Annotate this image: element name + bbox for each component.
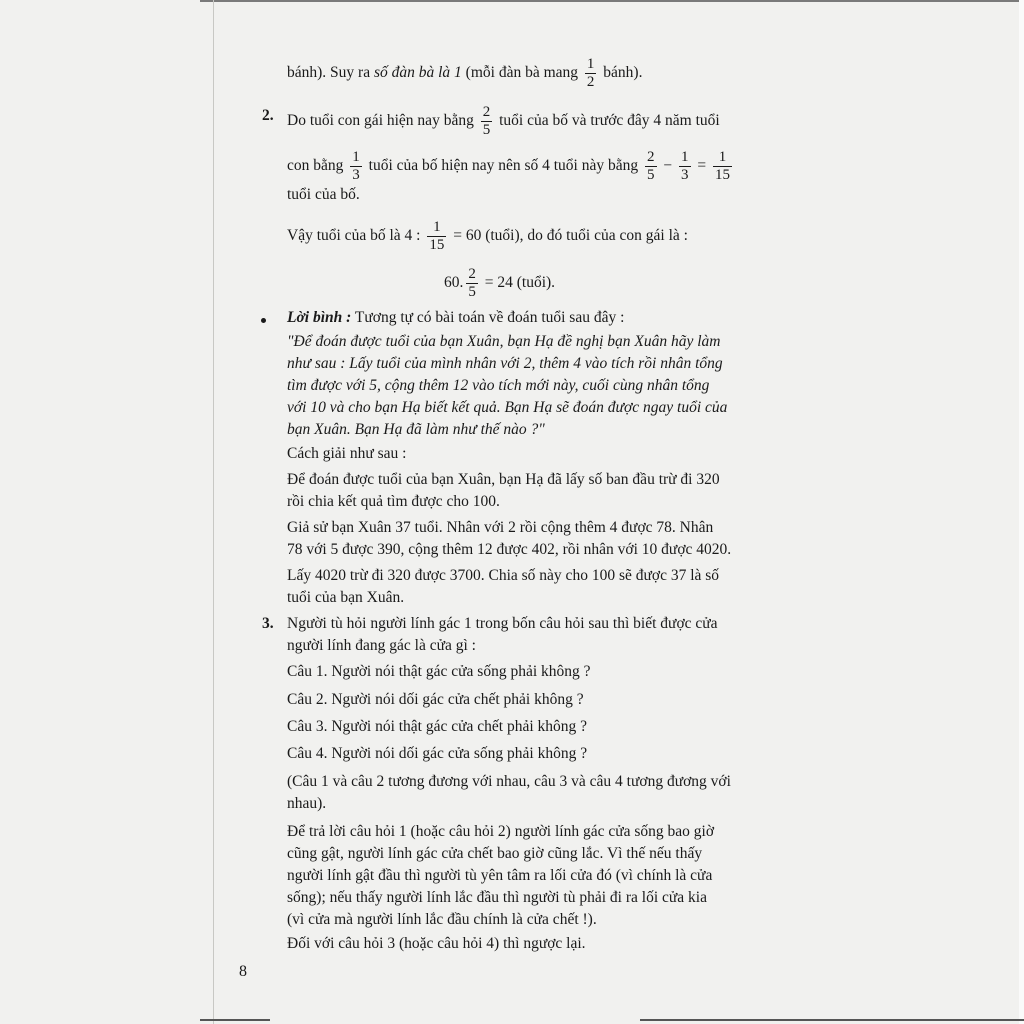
solution-line: Lấy 4020 trừ đi 320 được 3700. Chia số này cho 100 sẽ được 37 là số [287,567,720,584]
fraction: $\frac{1}{2}$ [586,56,595,90]
question-4: Câu 4. Người nói dối gác cửa sống phải không ? [287,745,588,762]
comment-quote-5: bạn Xuân. Bạn Hạ đã làm như thế nào ?" [287,421,545,438]
text: bánh). [599,64,643,82]
p3-answer: (vì cửa mà người lính lắc đầu chính là cửa chết !). [287,911,597,928]
solution-line: tuổi của bạn Xuân. [287,589,405,606]
p3-answer: cũng gật, người lính gác cửa chết bao giờ cũng lắc. Vì thế nếu thấy [287,845,703,862]
page-left-edge [213,0,214,1024]
page-top-edge [200,0,1024,2]
solution-heading: Cách giải như sau : [287,445,407,462]
p3-answer: sống); nếu thấy người lính lắc đầu thì người tù phải đi ra lối cửa kia [287,889,707,906]
p2-line-1: Do tuổi con gái hiện nay bằng $\frac{2}{5}$ tuổi của bố và trước đây 4 năm tuổi [287,104,720,138]
p2-line-2: con bằng $\frac{1}{3}$ tuổi của bố hiện nay nên số 4 tuổi này bằng $\frac{2}{5}$ − $\frac{1}{3}$ = $\frac{1}{15}$ [287,149,730,183]
fraction: $\frac{1}{15}$ [715,149,730,183]
comment-quote-2: như sau : Lấy tuổi của mình nhân với 2, thêm 4 vào tích rồi nhân tổng [287,355,723,372]
text: (mỗi đàn bà mang [461,64,582,82]
comment-intro: Lời bình : Tương tự có bài toán về đoán tuổi sau đây : [287,309,625,326]
solution-line: 78 với 5 được 390, cộng thêm 12 được 402, rồi nhân với 10 được 4020. [287,541,732,558]
fraction: $\frac{2}{5}$ [468,266,476,300]
fraction: $\frac{1}{3}$ [352,149,360,183]
p3-line: người lính đang gác là cửa gì : [287,637,476,654]
p3-answer: Để trả lời câu hỏi 1 (hoặc câu hỏi 2) người lính gác cửa sống bao giờ [287,823,715,840]
p3-line: Người tù hỏi người lính gác 1 trong bốn câu hỏi sau thì biết được cửa [287,615,718,632]
p3-note: nhau). [287,795,327,812]
solution-line: Giả sử bạn Xuân 37 tuổi. Nhân với 2 rồi cộng thêm 4 được 78. Nhân [287,519,714,536]
solution-line: rồi chia kết quả tìm được cho 100. [287,493,500,510]
page-number: 8 [239,963,247,980]
text: bánh). Suy ra [287,64,374,82]
comment-label: Lời bình : [287,309,352,326]
fraction: $\frac{2}{5}$ [647,149,655,183]
problem-number-2: 2. [262,107,274,124]
p2-line-3: tuổi của bố. [287,186,360,203]
fraction: $\frac{2}{5}$ [482,104,491,138]
page-right-edge [1019,0,1024,1024]
question-1: Câu 1. Người nói thật gác cửa sống phải không ? [287,663,591,680]
p2-line-4: Vậy tuổi của bố là 4 : $\frac{1}{15}$ = 60 (tuổi), do đó tuổi của con gái là : [287,219,688,253]
comment-quote-1: "Để đoán được tuổi của bạn Xuân, bạn Hạ đề nghị bạn Xuân hãy làm [287,333,721,350]
p2-line-5: 60. $\frac{2}{5}$ = 24 (tuổi). [444,266,556,300]
bullet-icon [261,318,266,323]
p3-answer: người lính gật đầu thì người tù yên tâm ra lối cửa đó (vì chính là cửa [287,867,713,884]
fraction: $\frac{1}{3}$ [681,149,689,183]
question-3: Câu 3. Người nói thật gác cửa chết phải không ? [287,718,588,735]
comment-quote-3: tìm được với 5, cộng thêm 12 vào tích mới này, cuối cùng nhân tổng [287,377,710,394]
page-bottom-edge [200,1019,270,1021]
solution-line: Để đoán được tuổi của bạn Xuân, bạn Hạ đã lấy số ban đầu trừ đi 320 [287,471,720,488]
p3-answer: Đối với câu hỏi 3 (hoặc câu hỏi 4) thì ngược lại. [287,935,586,952]
italic-text: số đàn bà là 1 [373,64,462,82]
page-bottom-edge-right [640,1019,1024,1021]
comment-quote-4: với 10 và cho bạn Hạ biết kết quả. Bạn Hạ sẽ đoán được ngay tuổi của [287,399,728,416]
p1-line [287,56,642,91]
p3-note: (Câu 1 và câu 2 tương đương với nhau, câu 3 và câu 4 tương đương với [287,773,731,790]
fraction: $\frac{1}{15}$ [429,219,445,253]
question-2: Câu 2. Người nói dối gác cửa chết phải không ? [287,691,584,708]
problem-number-3: 3. [262,615,274,632]
